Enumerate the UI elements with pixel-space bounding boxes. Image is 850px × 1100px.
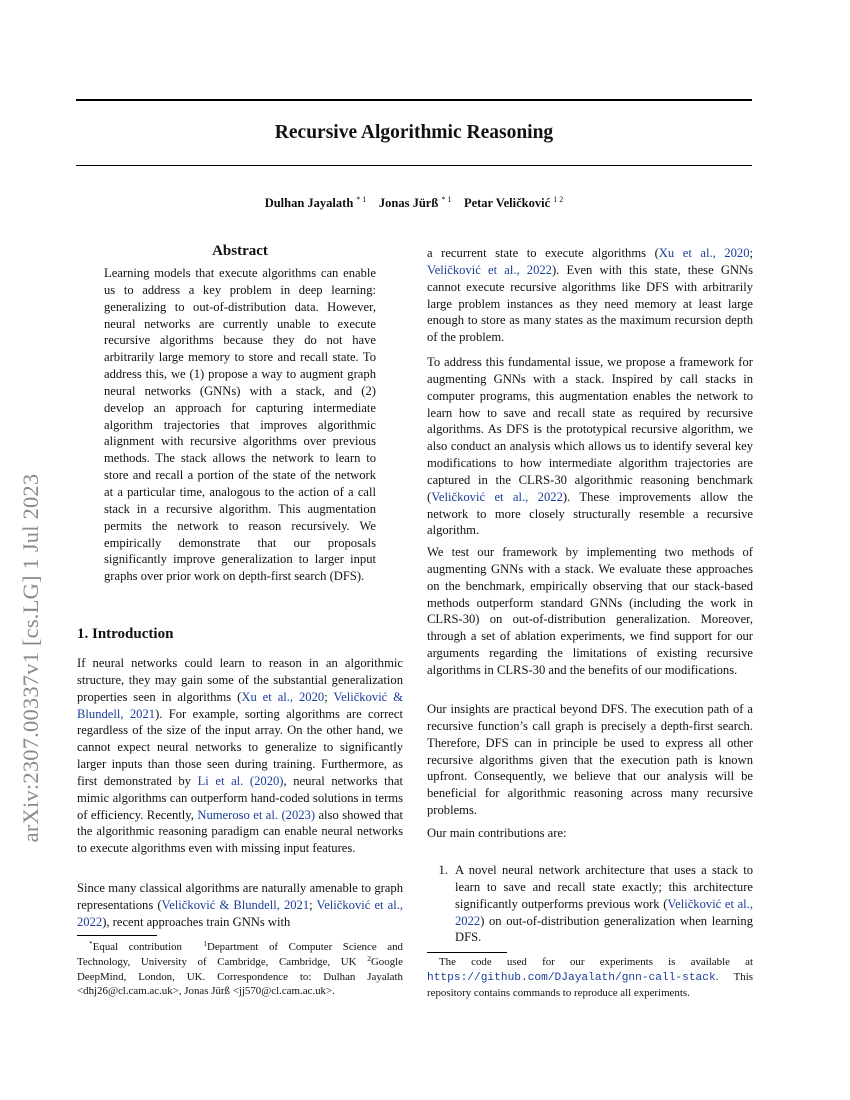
arxiv-identifier: arXiv:2307.00337v1 [cs.LG] 1 Jul 2023 (18, 473, 43, 843)
right-paragraph-3 (427, 701, 753, 819)
text-run: ). Even with this state, these GNNs cannot execute recursive algorithms like DFS with arbitrarily large problem instances as they need memory at least large enough to store as many states as the maximum recursion depth of the problem. (427, 262, 753, 345)
list-item (427, 862, 753, 946)
citation-link[interactable]: Veličković et al., 2022 (431, 489, 563, 504)
citation-link[interactable]: Veličković & Blundell, 2021 (77, 689, 404, 721)
text-run: also showed that the algorithmic reasoning paradigm can enable neural networks to execute algorithms even with missing input features. (77, 807, 403, 856)
text-run: Department of Computer Science and Technology, University of Cambridge, Cambridge, UK (77, 941, 403, 968)
text-run: ; (749, 246, 754, 260)
right-paragraph-4 (427, 825, 753, 842)
text-run: ), recent approaches train GNNs with (102, 914, 291, 929)
paper-title: Recursive Algorithmic Reasoning (274, 122, 554, 143)
text-run: The code used for our experiments is available at (439, 956, 753, 968)
author-name: Petar Veličković (463, 196, 551, 210)
right-paragraph-1 (427, 354, 753, 539)
footnote-mark: 2 (367, 953, 371, 963)
abstract-text (104, 265, 376, 585)
citation-link[interactable]: Veličković et al., 2022 (427, 262, 552, 277)
contributions-list (427, 862, 753, 946)
text-run: ). For example, sorting algorithms are correct regardless of the size of the input array. On the other hand, we cannot expect neural networks to generalize to significantly larger inputs than those seen during training. Furthermore, as first demonstrated by (77, 706, 403, 788)
citation-link[interactable]: Veličković et al., 2022 (455, 896, 753, 928)
text-run: ; (309, 897, 317, 912)
list-number: 1. (438, 863, 448, 877)
author-affiliation-marks: * 1 (356, 195, 367, 204)
citation-link[interactable]: Numeroso et al. (2023) (197, 807, 316, 822)
text-run: We test our framework by implementing two methods of augmenting GNNs with a stack. We evaluate these approaches on the benchmark, empirically observing that our stack-based methods outperform standard GNNs (including the work in CLRS-30) on out-of-distribution generalization. Moreover, through a set of ablation experiments, we find support for our arguments regarding the limitations of existing recursive algorithms in CLRS-30 and the benefits of our modifications. (427, 545, 753, 677)
text-run: If neural networks could learn to reason in an algorithmic structure, they may gain some of the substantial generalization properties seen in algorithms ( (77, 656, 403, 704)
intro-paragraph-2 (77, 880, 403, 931)
text-run: Our insights are practical beyond DFS. The execution path of a recursive function’s call graph is precisely a depth-first search. Therefore, DFS can in principle be used to express all other recursive algorithms given that the execution path is known upfront. Consequently, we believe that our analysis will be beneficial for algorithmic reasoning across many recursive problems. (427, 702, 753, 818)
title-rule (76, 165, 752, 166)
footnote-rule-left (77, 935, 157, 936)
right-paragraph-2 (427, 544, 753, 679)
text-run: a recurrent state to execute algorithms ( (427, 246, 659, 260)
code-url-link[interactable]: https://github.com/DJayalath/gnn-call-stack (427, 971, 716, 984)
text-run: Google DeepMind, London, UK. Correspondence to: Dulhan Jayalath <dhj26@cl.cam.ac.uk>, Jonas Jürß <jj570@cl.cam.ac.uk>. (77, 955, 403, 998)
author-affiliation-marks: 1 2 (553, 195, 564, 204)
citation-link[interactable]: Veličković & Blundell, 2021 (161, 897, 310, 912)
top-rule (76, 99, 752, 101)
footnote-mark: * (89, 939, 93, 948)
author-name: Jonas Jürß (378, 196, 439, 210)
list-text (455, 862, 753, 946)
citation-link[interactable]: Xu et al., 2020 (658, 246, 750, 260)
footnote-code (427, 955, 753, 1000)
text-run: ) on out-of-distribution generalization when learning DFS. (455, 913, 753, 945)
text-run: . This repository contains commands to reproduce all experiments. (427, 970, 753, 999)
introduction-heading: 1. Introduction (77, 626, 174, 642)
author-list (76, 195, 752, 211)
intro-paragraph-1 (77, 655, 403, 857)
text-run: Equal contribution (92, 941, 193, 953)
footnote-rule-right (427, 952, 507, 953)
footnote-affiliations (77, 940, 403, 999)
abstract-paragraph: Learning models that execute algorithms can enable us to address a key problem in deep learning: generalizing to out-of-distribution data. However, neural networks are currently unable to execute recursive algorithms because they do not have arbitrarily large memory to store and recall state. To address this, we (1) propose a way to augment graph neural networks (GNNs) with a stack, and (2) develop an approach for capturing intermediate algorithm trajectories that improves algorithmic alignment with recursive algorithms over previous methods. The stack allows the network to learn to store and recall a portion of the state of the network at a particular time, analogous to the action of a call stack in a recursive algorithm. This augmentation permits the network to reason recursively. We empirically demonstrate that our proposals significantly improve generalization to larger input graphs over prior work on depth-first search (DFS). (104, 266, 376, 584)
right-paragraph-0 (427, 245, 753, 346)
abstract-heading: Abstract (212, 243, 268, 259)
citation-link[interactable]: Veličković et al., 2022 (77, 897, 403, 929)
text-run: ; (324, 689, 334, 704)
footnote-mark: 1 (203, 939, 207, 948)
text-run: A novel neural network architecture that uses a stack to learn to save and recall state exactly; this architecture significantly outperforms previous work ( (455, 863, 753, 911)
text-run: To address this fundamental issue, we propose a framework for augmenting GNNs with a stack. Inspired by call stacks in computer programs, this augmentation enables the network to learn how to save and recall state as required by recursive algorithms. As DFS is the prototypical recursive algorithm, we also conduct an analysis which allows us to identify several key modifications to how intermediate algorithm trajectories are captured in the CLRS-30 algorithmic reasoning benchmark ( (427, 355, 753, 504)
text-run: Since many classical algorithms are naturally amenable to graph representations ( (77, 881, 403, 912)
citation-link[interactable]: Li et al. (2020) (197, 773, 284, 788)
text-run: Our main contributions are: (427, 826, 567, 840)
author-name: Dulhan Jayalath (264, 196, 354, 210)
citation-link[interactable]: Xu et al., 2020 (241, 689, 325, 704)
author-affiliation-marks: * 1 (441, 195, 452, 204)
text-run: ). These improvements allow the network to more closely structurally resemble a recursive algorithm. (427, 489, 753, 538)
text-run: , neural networks that mimic algorithms can outperform hand-coded solutions in terms of efficiency. Recently, (77, 773, 403, 822)
